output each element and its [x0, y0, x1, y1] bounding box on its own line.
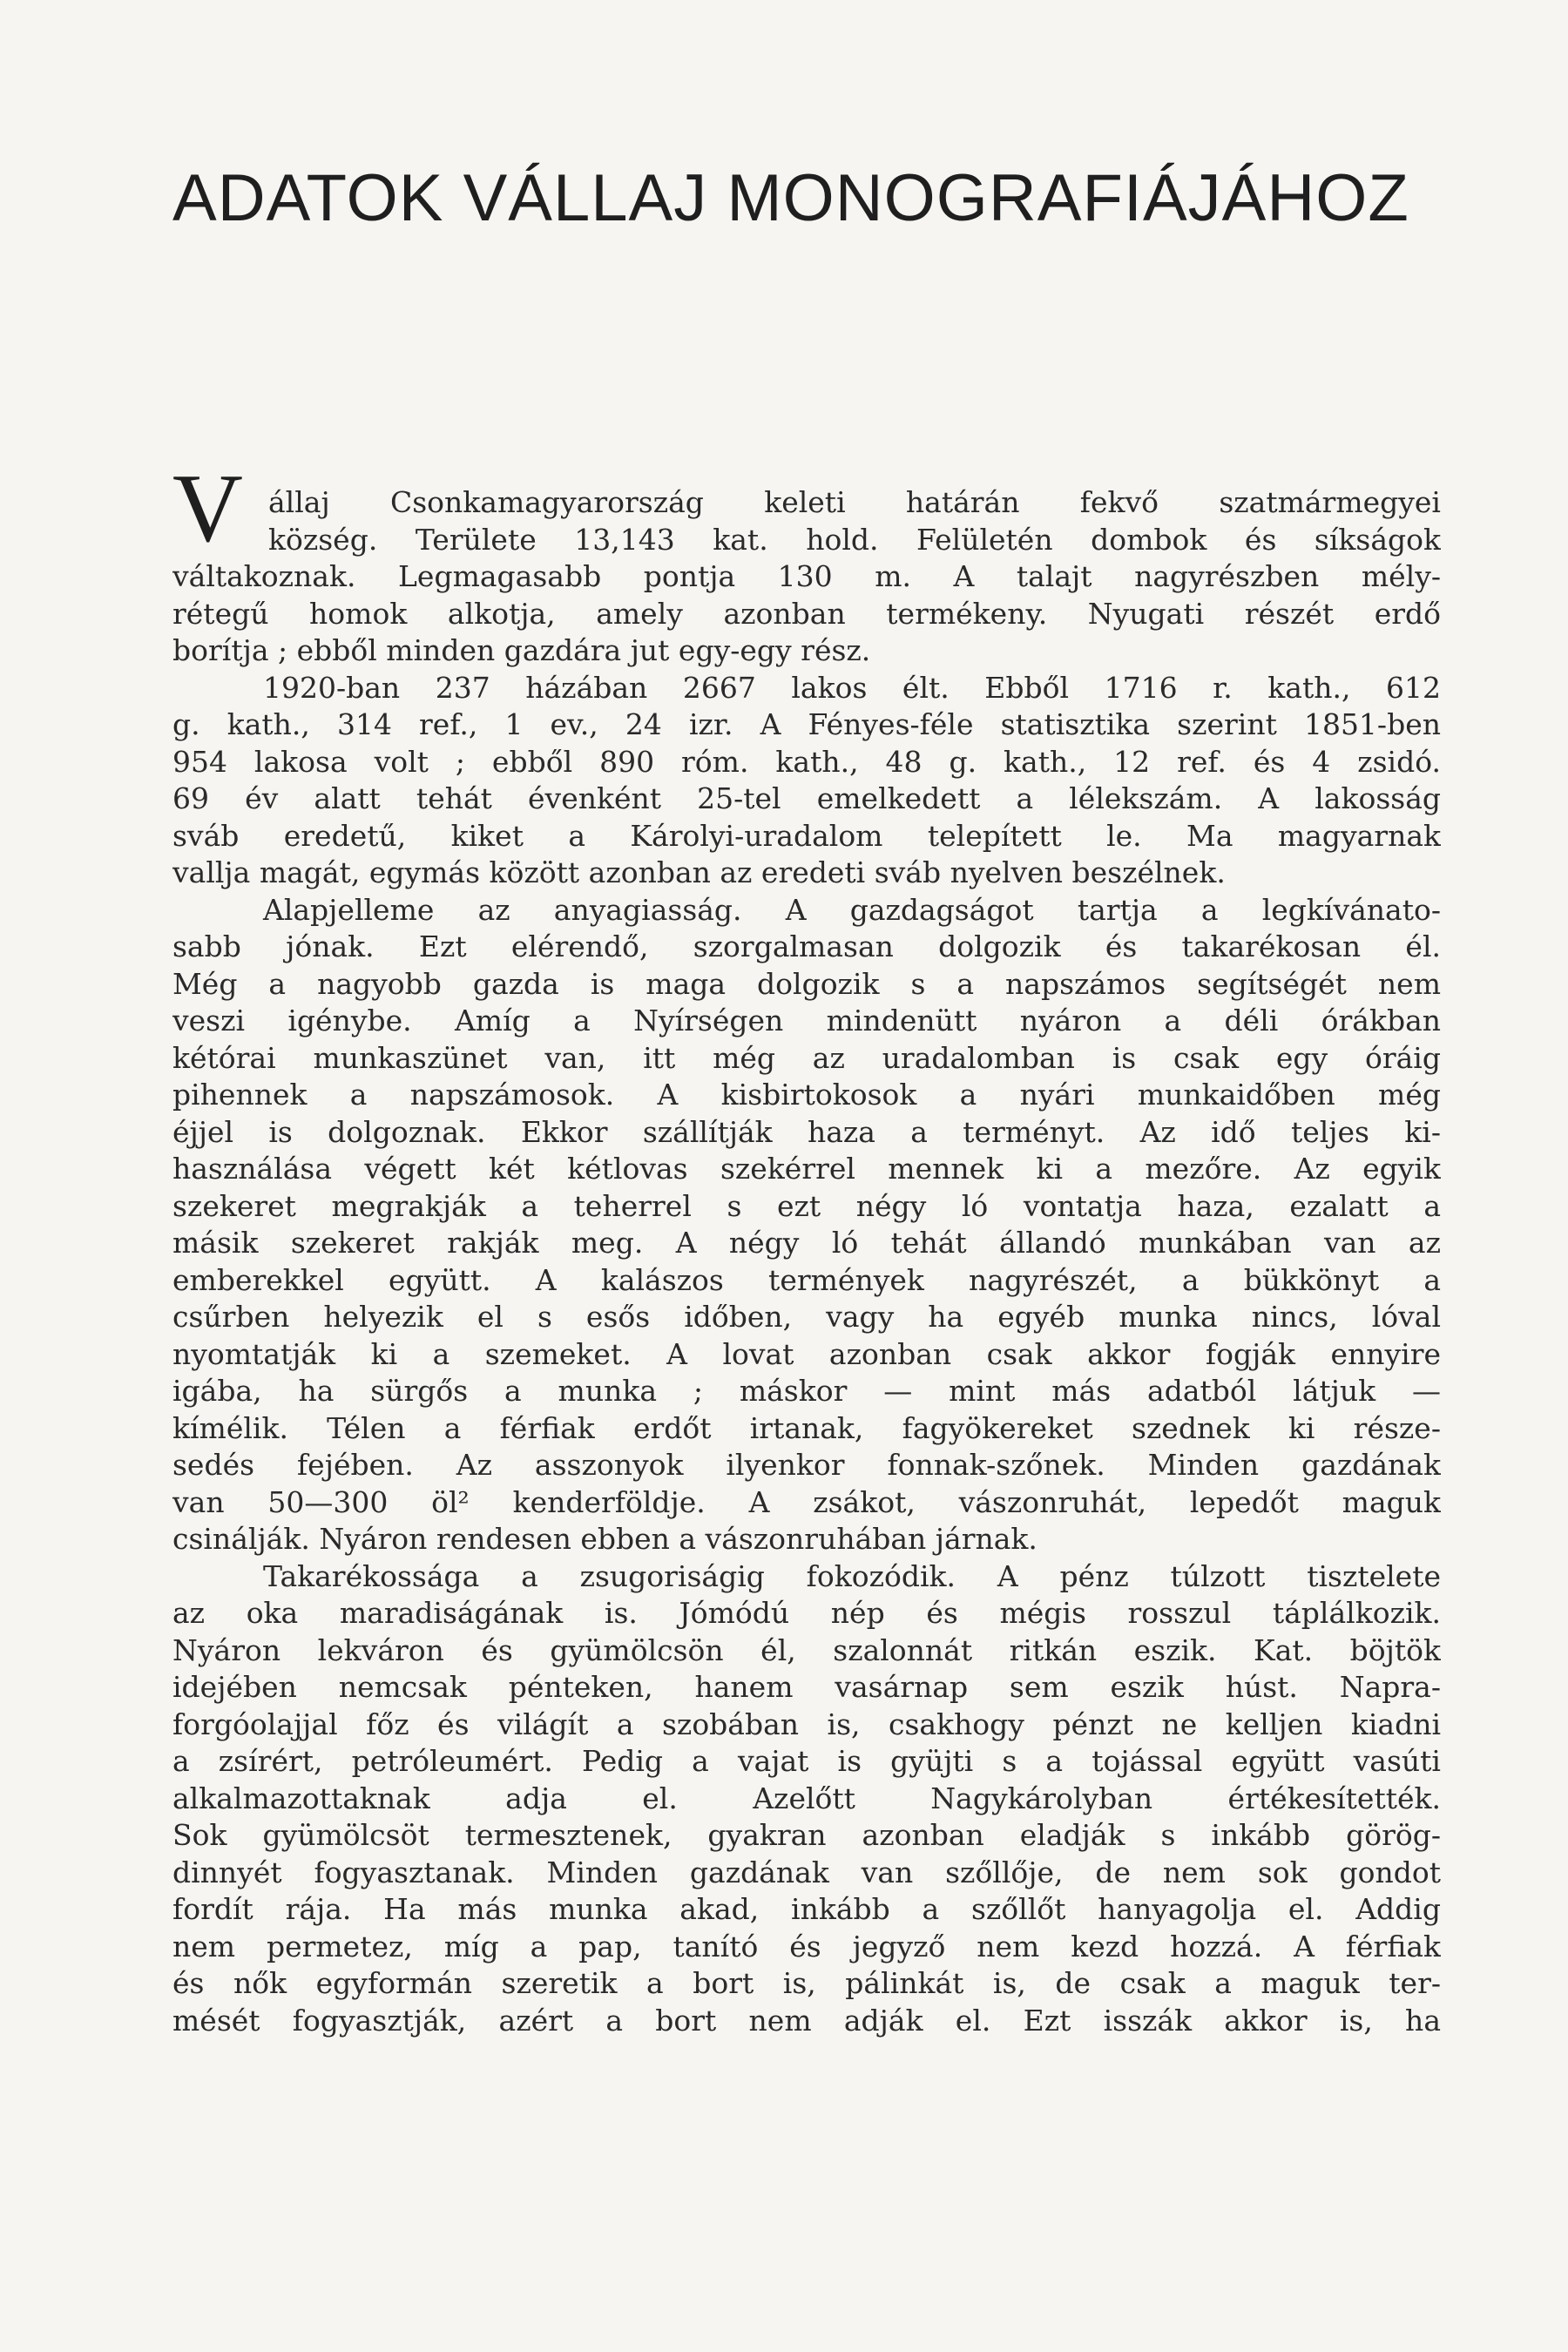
- page-title: ADATOK VÁLLAJ MONOGRAFIÁJÁHOZ: [172, 161, 1409, 235]
- text-line: mését fogyasztják, azért a bort nem adják el. Ezt isszák akkor is, ha: [172, 2003, 1441, 2038]
- text-line: 1920-ban 237 házában 2667 lakos élt. Ebből 1716 r. kath., 612: [263, 670, 1441, 705]
- text-line: sedés fejében. Az asszonyok ilyenkor fonnak-szőnek. Minden gazdának: [172, 1448, 1441, 1482]
- text-line: g. kath., 314 ref., 1 ev., 24 izr. A Fényes-féle statisztika szerint 1851-ben: [172, 707, 1441, 741]
- text-line: a zsírért, petróleumért. Pedig a vajat is gyüjti s a tojással együtt vasúti: [172, 1744, 1441, 1778]
- text-line: igába, ha sürgős a munka ; máskor — mint más adatból látjuk —: [172, 1374, 1441, 1408]
- text-line: váltakoznak. Legmagasabb pontja 130 m. A talajt nagyrészben mély-: [172, 559, 1441, 593]
- text-line: használása végett két kétlovas szekérrel mennek ki a mezőre. Az egyik: [172, 1152, 1441, 1186]
- text-line: 69 év alatt tehát évenként 25-tel emelkedett a lélekszám. A lakosság: [172, 781, 1441, 815]
- text-line: fordít rája. Ha más munka akad, inkább a szőllőt hanyagolja el. Addig: [172, 1892, 1441, 1926]
- text-line: van 50—300 öl² kenderföldje. A zsákot, vászonruhát, lepedőt maguk: [172, 1484, 1441, 1519]
- text-line: nyomtatják ki a szemeket. A lovat azonban csak akkor fogják ennyire: [172, 1336, 1441, 1371]
- text-line: állaj Csonkamagyarország keleti határán fekvő szatmármegyei: [268, 485, 1441, 519]
- text-line: csűrben helyezik el s esős időben, vagy ha egyéb munka nincs, lóval: [172, 1300, 1441, 1334]
- text-line: vallja magát, egymás között azonban az eredeti sváb nyelven beszélnek.: [172, 855, 1226, 889]
- text-line: sváb eredetű, kiket a Károlyi-uradalom telepített le. Ma magyarnak: [172, 818, 1441, 853]
- text-line: dinnyét fogyasztanak. Minden gazdának van szőllője, de nem sok gondot: [172, 1855, 1441, 1889]
- text-line: nem permetez, míg a pap, tanító és jegyző nem kezd hozzá. A férfiak: [172, 1929, 1441, 1963]
- text-line: forgóolajjal főz és világít a szobában is, csakhogy pénzt ne kelljen kiadni: [172, 1707, 1441, 1741]
- text-line: az oka maradiságának is. Jómódú nép és mégis rosszul táplálkozik.: [172, 1596, 1441, 1630]
- text-line: veszi igénybe. Amíg a Nyírségen mindenütt nyáron a déli órákban: [172, 1004, 1441, 1037]
- text-line: és nők egyformán szeretik a bort is, pálinkát is, de csak a maguk ter-: [172, 1966, 1441, 2000]
- text-line: sabb jónak. Ezt elérendő, szorgalmasan dolgozik és takarékosan él.: [172, 929, 1441, 963]
- text-line: idejében nemcsak pénteken, hanem vasárnap sem eszik húst. Napra-: [172, 1670, 1441, 1704]
- drop-cap: V: [172, 455, 243, 563]
- text-line: 954 lakosa volt ; ebből 890 róm. kath., 48 g. kath., 12 ref. és 4 zsidó.: [172, 744, 1441, 779]
- text-line: pihennek a napszámosok. A kisbirtokosok a nyári munkaidőben még: [172, 1078, 1441, 1112]
- text-line: kétórai munkaszünet van, itt még az uradalomban is csak egy óráig: [172, 1040, 1441, 1075]
- text-line: Takarékossága a zsugoriságig fokozódik. A pénz túlzott tisztelete: [263, 1558, 1441, 1593]
- text-line: szekeret megrakják a teherrel s ezt négy ló vontatja haza, ezalatt a: [172, 1188, 1441, 1223]
- text-line: Nyáron lekváron és gyümölcsön él, szalonnát ritkán eszik. Kat. böjtök: [172, 1632, 1441, 1667]
- article-body: [172, 484, 1441, 2077]
- text-line: község. Területe 13,143 kat. hold. Felületén dombok és síkságok: [268, 522, 1441, 557]
- text-line: Sok gyümölcsöt termesztenek, gyakran azonban eladják s inkább görög-: [172, 1818, 1441, 1852]
- text-line: Még a nagyobb gazda is maga dolgozik s a napszámos segítségét nem: [172, 966, 1441, 1001]
- text-line: alkalmazottaknak adja el. Azelőtt Nagykárolyban értékesítették.: [172, 1781, 1441, 1815]
- text-line: [172, 2039, 1441, 2077]
- text-line: Alapjelleme az anyagiasság. A gazdagságot tartja a legkívánato-: [263, 892, 1441, 927]
- text-line: emberekkel együtt. A kalászos termények nagyrészét, a bükkönyt a: [172, 1262, 1441, 1297]
- text-line: rétegű homok alkotja, amely azonban termékeny. Nyugati részét erdő: [172, 596, 1441, 631]
- text-line: csinálják. Nyáron rendesen ebben a vászonruhában járnak.: [172, 1522, 1037, 1556]
- text-line: éjjel is dolgoznak. Ekkor szállítják haza a terményt. Az idő teljes ki-: [172, 1114, 1441, 1149]
- text-line: másik szekeret rakják meg. A négy ló tehát állandó munkában van az: [172, 1226, 1441, 1260]
- text-line: borítja ; ebből minden gazdára jut egy-egy rész.: [172, 633, 871, 667]
- text-line: kímélik. Télen a férfiak erdőt irtanak, fagyökereket szednek ki része-: [172, 1410, 1441, 1445]
